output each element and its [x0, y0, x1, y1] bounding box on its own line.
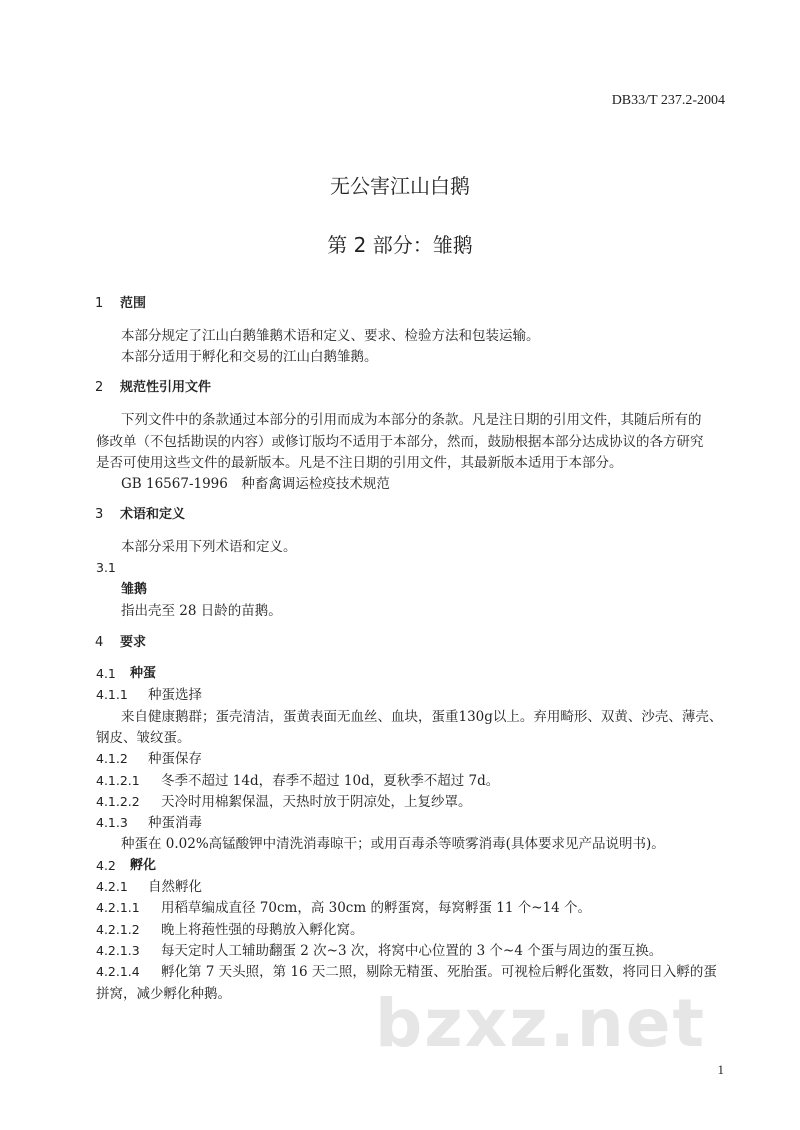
paragraph-text: 下列文件中的条款通过本部分的引用而成为本部分的条款。凡是注日期的引用文件，其随后所有的: [121, 412, 702, 428]
document-subtitle: 第 2 部分：雏鹅: [327, 233, 473, 257]
section-title: 规范性引用文件: [120, 380, 212, 395]
clause-title: 种蛋消毒: [148, 815, 202, 831]
paragraph-text: 本部分适用于孵化和交易的江山白鹅雏鹅。: [121, 349, 378, 365]
paragraph-text: 本部分采用下列术语和定义。: [121, 539, 297, 555]
section-title: 要求: [120, 635, 147, 650]
paragraph-text: 本部分规定了江山白鹅雏鹅术语和定义、要求、检验方法和包装运输。: [121, 328, 540, 344]
clause-text: 晚上将菢性强的母鹅放入孵化窝。: [161, 922, 364, 938]
section-title: 术语和定义: [120, 507, 186, 522]
clause-number: 4.1: [96, 666, 116, 681]
clause-number: 4.2.1: [96, 879, 128, 894]
clause-title: 种蛋: [130, 666, 157, 681]
watermark: bzxz.net: [375, 985, 707, 1062]
section-number: 1: [95, 296, 104, 311]
paragraph-text: 拼窝，减少孵化种鹅。: [96, 986, 231, 1002]
clause-number: 4.1.2: [96, 751, 128, 766]
clause-number: 4.1.2.2: [96, 794, 140, 809]
section-number: 4: [95, 635, 104, 650]
clause-number: 4.2.1.4: [96, 964, 140, 979]
clause-text: 孵化第 7 天头照，第 16 天二照，剔除无精蛋、死胎蛋。可视检后孵化蛋数，将同日入孵的蛋: [161, 964, 717, 980]
paragraph-text: 钢皮、皱纹蛋。: [96, 730, 191, 746]
clause-number: 4.1.1: [96, 687, 128, 702]
clause-title: 种蛋选择: [148, 687, 202, 703]
clause-number: 4.1.3: [96, 815, 128, 830]
term-name: 雏鹅: [121, 582, 148, 597]
paragraph-text: 来自健康鹅群；蛋壳清洁，蛋黄表面无血丝、血块，蛋重130g以上。弃用畸形、双黄、沙壳、薄壳、: [121, 709, 723, 725]
document-code: DB33/T 237.2-2004: [611, 93, 725, 108]
paragraph-text: 是否可使用这些文件的最新版本。凡是不注日期的引用文件，其最新版本适用于本部分。: [96, 455, 623, 471]
clause-title: 孵化: [130, 858, 157, 873]
paragraph-text: 修改单（不包括勘误的内容）或修订版均不适用于本部分，然而，鼓励根据本部分达成协议的各方研究: [96, 434, 704, 450]
clause-text: 用稻草编成直径 70cm，高 30cm 的孵蛋窝，每窝孵蛋 11 个~14 个。: [161, 900, 591, 916]
section-number: 2: [95, 380, 104, 395]
section-title: 范围: [120, 296, 147, 311]
clause-number: 4.1.2.1: [96, 773, 140, 788]
clause-number: 3.1: [96, 560, 116, 575]
document-title: 无公害江山白鹅: [330, 174, 470, 198]
clause-text: 天冷时用棉絮保温，天热时放于阴凉处，上复纱罩。: [161, 794, 472, 810]
definition-text: 指出壳至 28 日龄的苗鹅。: [121, 603, 282, 619]
clause-number: 4.2.1.2: [96, 922, 140, 937]
clause-number: 4.2.1.1: [96, 900, 140, 915]
clause-text: 冬季不超过 14d，春季不超过 10d，夏秋季不超过 7d。: [161, 773, 500, 789]
clause-title: 自然孵化: [148, 879, 202, 895]
paragraph-text: 种蛋在 0.02%高锰酸钾中清洗消毒晾干；或用百毒杀等喷雾消毒(具体要求见产品说明书)。: [121, 836, 665, 852]
clause-number: 4.2: [96, 858, 116, 873]
page-number: 1: [717, 1062, 724, 1077]
section-number: 3: [95, 507, 104, 522]
clause-text: 每天定时人工辅助翻蛋 2 次~3 次，将窝中心位置的 3 个~4 个蛋与周边的蛋互换。: [161, 943, 663, 959]
clause-number: 4.2.1.3: [96, 943, 140, 958]
clause-title: 种蛋保存: [148, 751, 202, 767]
reference-text: GB 16567-1996 种畜禽调运检疫技术规范: [121, 476, 390, 492]
